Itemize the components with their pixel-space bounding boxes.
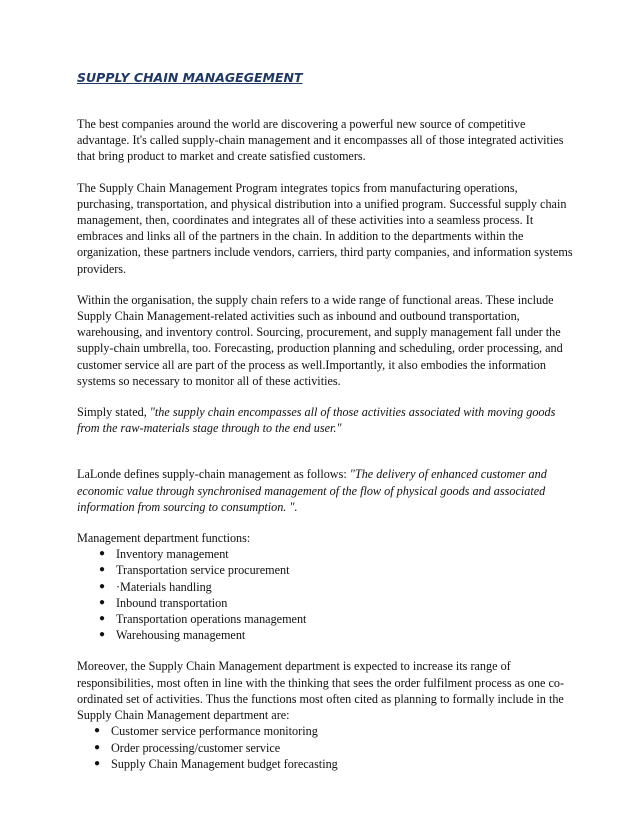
paragraph-moreover: Moreover, the Supply Chain Management department is expected to increase its range of responsibilities, most often in line with the thinking that sees the order fulfilment process as one co-ordinated set of activities. Thus the functions most often cited as planning to formally include in the Supply Chain Management department are: (77, 659, 565, 723)
bullet-icon: ● (99, 629, 106, 641)
bullet-icon: ● (99, 564, 106, 576)
bullet-icon: ● (99, 613, 106, 625)
list-item: ● Transportation service procurement (99, 563, 290, 578)
bullet-icon: ● (99, 596, 106, 608)
list-item: ● Customer service performance monitoring (94, 724, 318, 739)
bullet-icon: ● (99, 548, 106, 560)
bullet-icon: ● (99, 580, 106, 592)
paragraph-program: The Supply Chain Management Program integrates topics from manufacturing operations, purchasing, transportation, and physical distribution into a unified program. Successful supply chain management, then, coordinates and integrates all of these activities into a seamless process. It embraces and links all of the partners in the chain. In addition to the departments within the organization, these partners include vendors, carriers, third party companies, and information systems providers. (77, 180, 573, 276)
list-item: ● Inbound transportation (99, 595, 228, 610)
bullet-icon: ● (94, 725, 101, 737)
bullet-icon: ● (94, 757, 101, 769)
document-title: SUPPLY CHAIN MANAGEGEMENT (77, 70, 303, 85)
planned-functions-list (94, 723, 577, 772)
list-item: ● ·Materials handling (99, 579, 212, 594)
lalonde-prefix: LaLonde defines supply-chain management as follows: (77, 467, 350, 482)
simply-stated-quote: "the supply chain encompasses all of those activities associated with moving goods from the raw-materials stage through to the end user." (77, 405, 556, 436)
paragraph-simply-stated (77, 404, 577, 436)
paragraph-intro: The best companies around the world are discovering a powerful new source of competitive advantage. It's called supply-chain management and it encompasses all of those integrated activities that bring product to market and create satisfied customers. (77, 117, 564, 164)
spacer (77, 451, 577, 466)
list-item: ● Inventory management (99, 547, 229, 562)
paragraph-organisation: Within the organisation, the supply chain refers to a wide range of functional areas. These include Supply Chain Management-related activities such as inbound and outbound transportation, warehousing, and inventory control. Sourcing, procurement, and supply management fall under the supply-chain umbrella, too. Forecasting, production planning and scheduling, order processing, and customer service all are part of the process as well.Importantly, it also embodies the information systems so necessary to monitor all of these activities. (77, 292, 563, 388)
list-item: ● Order processing/customer service (94, 740, 281, 755)
simply-stated-prefix: Simply stated, (77, 405, 150, 420)
paragraph-lalonde (77, 466, 577, 515)
functions-list (99, 546, 577, 643)
list-item: ● Transportation operations management (99, 612, 307, 627)
lalonde-quote: "The delivery of enhanced customer and economic value through synchronised management of the flow of physical goods and associated information from sourcing to consumption. ". (77, 467, 547, 514)
bullet-icon: ● (94, 741, 101, 753)
functions-list-intro: Management department functions: (77, 531, 251, 546)
document-page (77, 70, 577, 787)
list-item: ● Warehousing management (99, 628, 246, 643)
list-item: ● Supply Chain Management budget forecasting (94, 756, 338, 771)
